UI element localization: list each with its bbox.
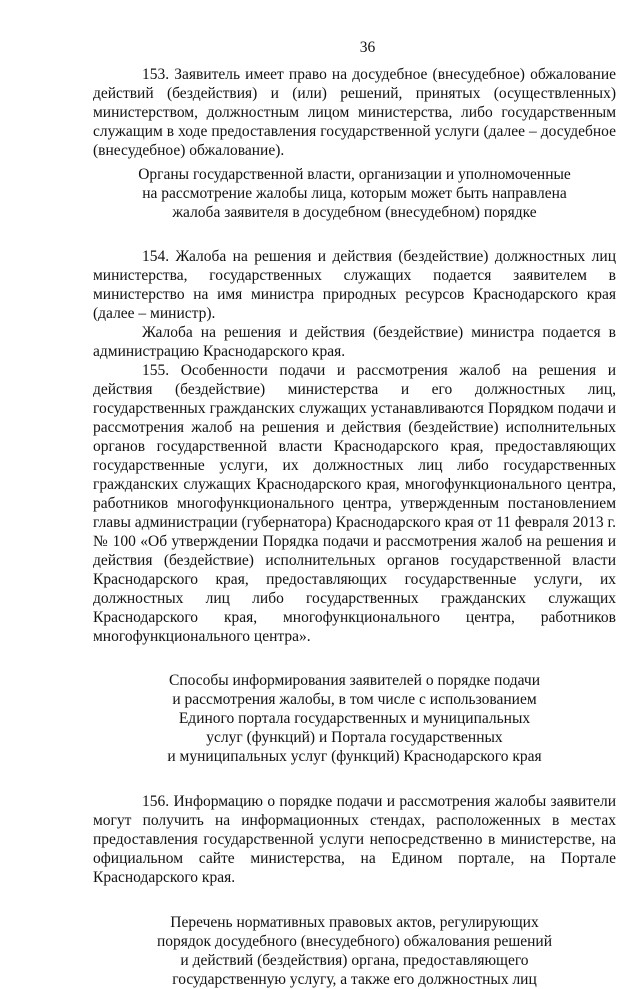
section-heading-legal-acts [93,913,616,989]
heading-line: порядок досудебного (внесудебного) обжалования решений [156,933,553,950]
page-number: 36 [359,39,376,56]
section-heading-informing-methods [93,671,616,766]
spacer [93,766,616,792]
heading-line: услуг (функций) и Портала государственных [206,729,503,746]
paragraph-153: 153. Заявитель имеет право на досудебное (внесудебное) обжалование действий (бездействия) и (или) решений, принятых (осуществленных) министерством, должностным лицом министерства, либо государственным служащим в ходе предоставления государственной услуги (далее – досудебное (внесудебное) обжалование). [93,66,616,159]
heading-line: Органы государственной власти, организации и уполномоченные [138,166,571,183]
spacer [93,222,616,247]
heading-line: Способы информирования заявителей о порядке подачи [168,672,541,689]
heading-line: и муниципальных услуг (функций) Краснодарского края [167,748,542,765]
heading-line: Перечень нормативных правовых актов, регулирующих [170,914,539,931]
heading-line: и рассмотрения жалобы, в том числе с использованием [172,691,537,708]
paragraph-154-minister: Жалоба на решения и действия (бездействие) министра подается в администрацию Краснодарского края. [93,324,616,360]
paragraph-154: 154. Жалоба на решения и действия (бездействие) должностных лиц министерства, государственных служащих подается заявителем в министерство на имя министра природных ресурсов Краснодарского края (далее – министр). [93,248,616,322]
heading-line: государственную услугу, а также его должностных лиц [172,971,537,988]
spacer [93,887,616,913]
spacer [93,646,616,671]
heading-line: и действий (бездействия) органа, предоставляющего [180,952,529,969]
heading-line: жалоба заявителя в досудебном (внесудебном) порядке [172,204,537,221]
heading-line: Единого портала государственных и муниципальных [178,710,531,727]
heading-line: на рассмотрение жалобы лица, которым может быть направлена [142,185,567,202]
section-heading-complaint-recipients [93,165,616,222]
paragraph-156: 156. Информацию о порядке подачи и рассмотрения жалобы заявители могут получить на информационных стендах, расположенных в местах предоставления государственной услуги непосредственно в министерстве, на официальном сайте министерства, на Едином портале, на Портале Краснодарского края. [93,793,616,886]
paragraph-155: 155. Особенности подачи и рассмотрения жалоб на решения и действия (бездействие) министерства и его должностных лиц, государственных гражданских служащих устанавливаются Порядком подачи и рассмотрения жалоб на решения и действия (бездействие) исполнительных органов государственной власти Краснодарского края, предоставляющих государственные услуги, их должностных лиц либо государственных гражданских служащих Краснодарского края, многофункционального центра, работников многофункционального центра, утвержденным постановлением главы администрации (губернатора) Краснодарского края от 11 февраля 2013 г. № 100 «Об утверждении Порядка подачи и рассмотрения жалоб на решения и действия (бездействие) исполнительных органов государственной власти Краснодарского края, предоставляющих государственные услуги, их должностных лиц либо государственных гражданских служащих Краснодарского края, многофункционального центра, работников многофункционального центра». [93,362,616,645]
